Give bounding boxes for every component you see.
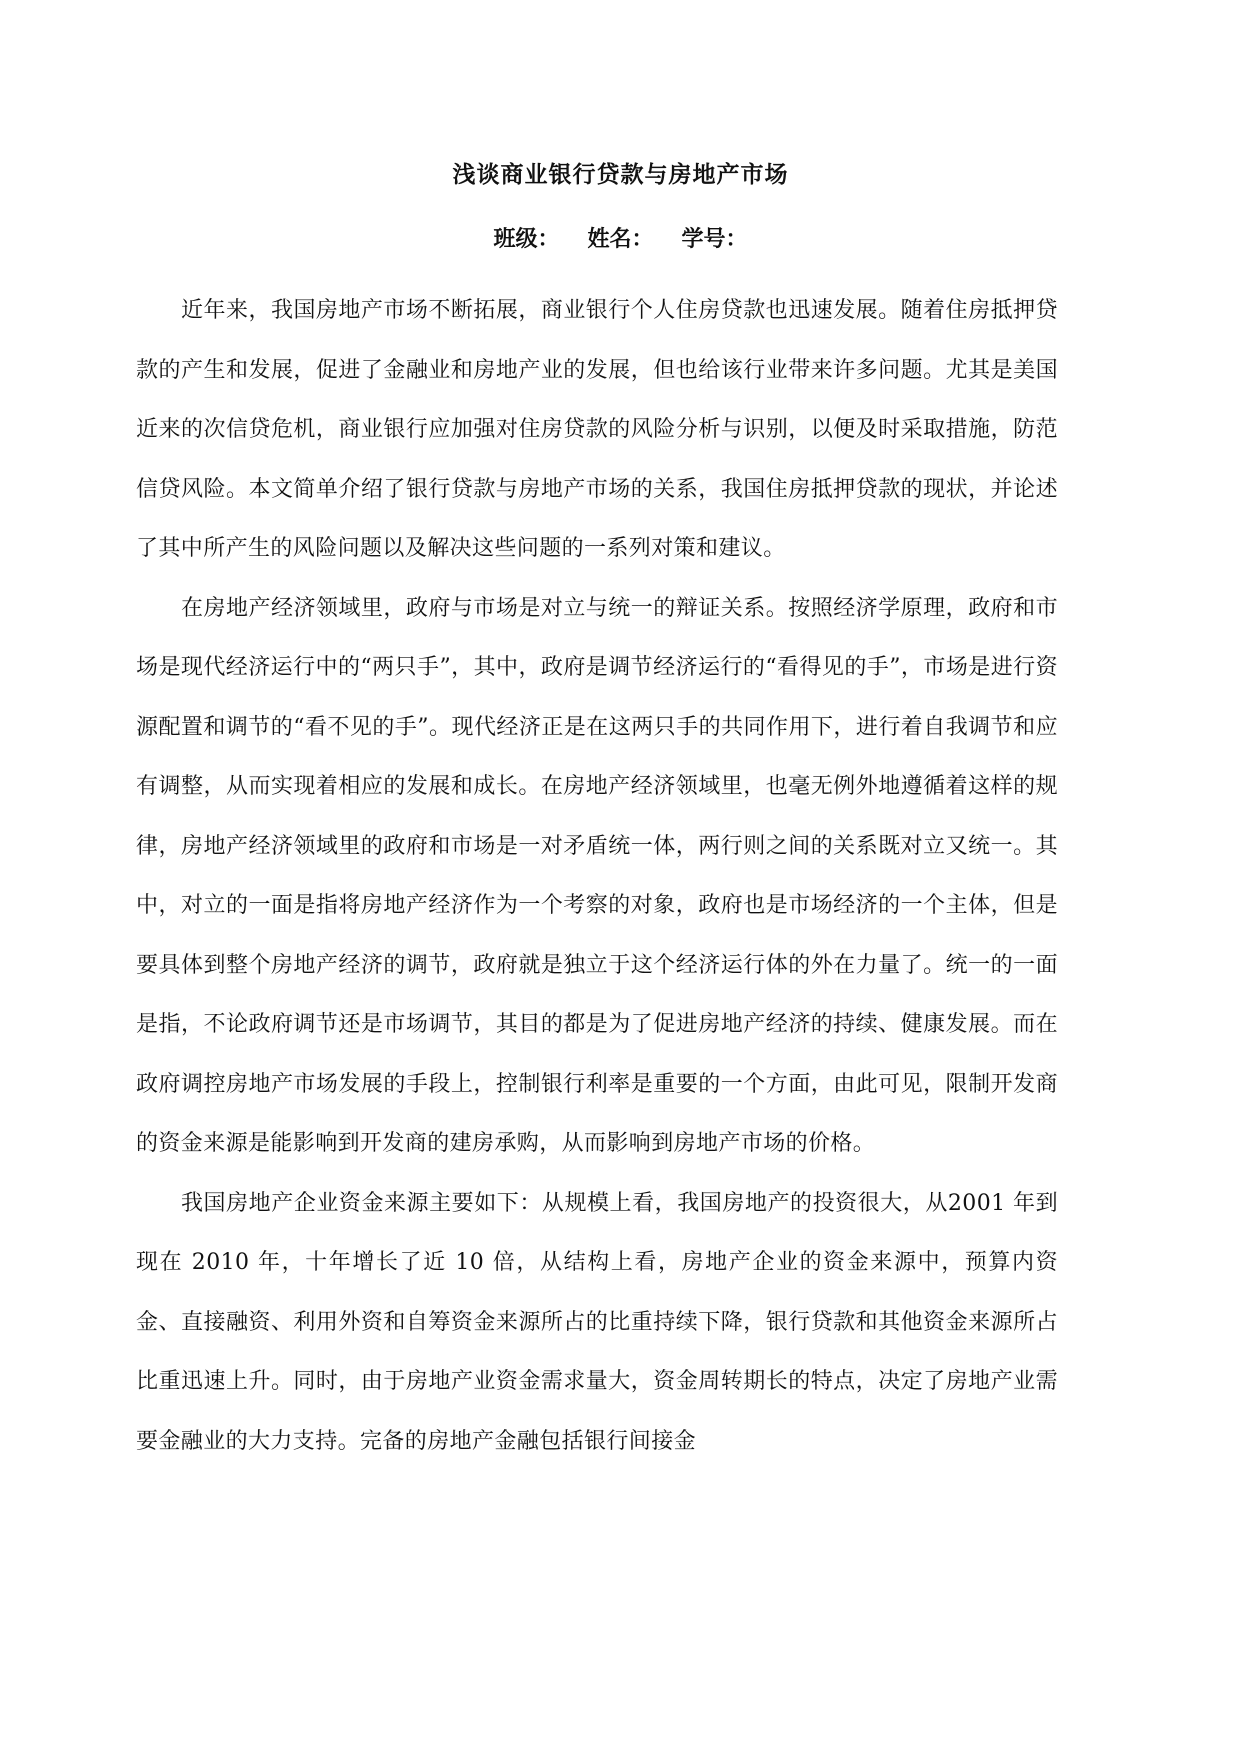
name-label: 姓名：: [587, 227, 654, 252]
student-id-label: 学号：: [681, 227, 748, 252]
body-paragraph: 近年来，我国房地产市场不断拓展，商业银行个人住房贷款也迅速发展。随着住房抵押贷款的产生和发展，促进了金融业和房地产业的发展，但也给该行业带来许多问题。尤其是美国近来的次信贷危机，商业银行应加强对住房贷款的风险分析与识别，以便及时采取措施，防范信贷风险。本文简单介绍了银行贷款与房地产市场的关系，我国住房抵押贷款的现状，并论述了其中所产生的风险问题以及解决这些问题的一系列对策和建议。: [136, 298, 1058, 561]
body-paragraph: 在房地产经济领域里，政府与市场是对立与统一的辩证关系。按照经济学原理，政府和市场是现代经济运行中的“两只手”，其中，政府是调节经济运行的“看得见的手”，市场是进行资源配置和调节的“看不见的手”。现代经济正是在这两只手的共同作用下，进行着自我调节和应有调整，从而实现着相应的发展和成长。在房地产经济领域里，也毫无例外地遵循着这样的规律，房地产经济领域里的政府和市场是一对矛盾统一体，两行则之间的关系既对立又统一。其中，对立的一面是指将房地产经济作为一个考察的对象，政府也是市场经济的一个主体，但是要具体到整个房地产经济的调节，政府就是独立于这个经济运行体的外在力量了。统一的一面是指，不论政府调节还是市场调节，其目的都是为了促进房地产经济的持续、健康发展。而在政府调控房地产市场发展的手段上，控制银行利率是重要的一个方面，由此可见，限制开发商的资金来源是能影响到开发商的建房承购，从而影响到房地产市场的价格。: [136, 595, 1058, 1156]
document-body: [136, 281, 1058, 1471]
body-paragraph: 我国房地产企业资金来源主要如下：从规模上看，我国房地产的投资很大，从2001 年到现在 2010 年，十年增长了近 10 倍，从结构上看，房地产企业的资金来源中，预算内资金、直接融资、利用外资和自筹资金来源所占的比重持续下降，银行贷款和其他资金来源所占比重迅速上升。同时，由于房地产业资金需求量大，资金周转期长的特点，决定了房地产业需要金融业的大力支持。完备的房地产金融包括银行间接金: [136, 1190, 1058, 1454]
author-info-line: [0, 223, 1241, 257]
document-title: 浅谈商业银行贷款与房地产市场: [452, 162, 789, 188]
class-label: 班级：: [493, 227, 560, 252]
